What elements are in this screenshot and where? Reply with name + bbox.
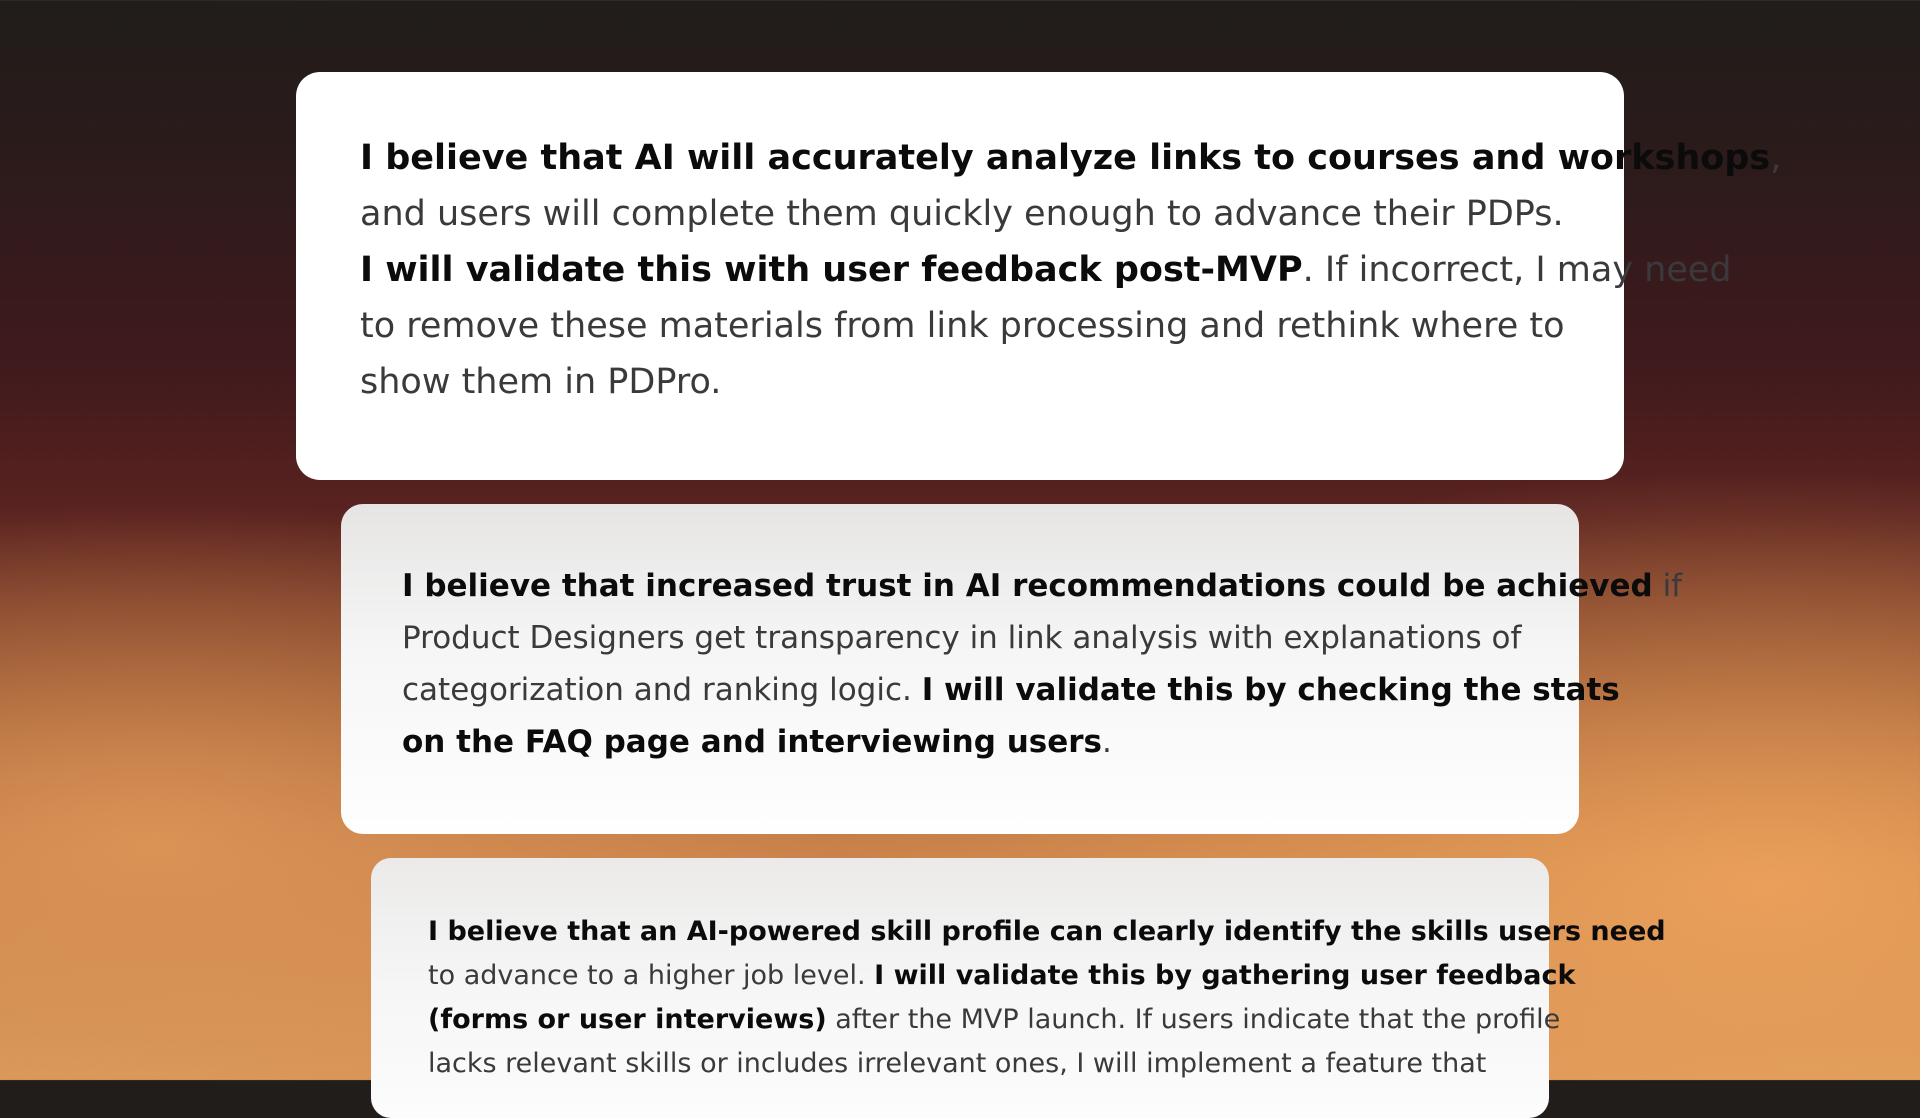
hypothesis-text: [402, 560, 1683, 768]
body-text: . If incorrect, I may need: [1302, 250, 1732, 290]
text-line: [428, 910, 1666, 954]
body-text: if: [1652, 568, 1683, 604]
body-text: .: [1102, 724, 1112, 760]
emphasis-text: I believe that increased trust in AI recommendations could be achieved: [402, 568, 1653, 604]
text-line: [360, 130, 1782, 186]
text-line: [360, 186, 1564, 242]
body-text: show them in PDPro.: [360, 362, 722, 402]
hypothesis-card-skill-profile: [371, 858, 1666, 1118]
body-text: after the MVP launch. If users indicate that the profile: [826, 1004, 1561, 1035]
emphasis-text: on the FAQ page and interviewing users: [402, 724, 1102, 760]
emphasis-text: I will validate this by checking the stats: [921, 672, 1620, 708]
body-text: Product Designers get transparency in link analysis with explanations of: [402, 620, 1522, 656]
text-line: [402, 612, 1523, 664]
text-line: [402, 664, 1620, 716]
body-text: to advance to a higher job level.: [428, 960, 875, 991]
text-line: [428, 1042, 1495, 1086]
emphasis-text: I will validate this by gathering user feedback: [874, 960, 1576, 991]
text-line: [428, 954, 1576, 998]
text-line: [402, 716, 1523, 768]
text-line: [360, 298, 1564, 354]
emphasis-text: I believe that an AI-powered skill profile can clearly identify the skills users need: [428, 916, 1666, 947]
hypothesis-card-trust-transparency: [341, 504, 1683, 834]
hypothesis-card-course-links: [296, 72, 1782, 480]
body-text: lacks relevant skills or includes irrelevant ones, I will implement a feature that: [428, 1048, 1487, 1079]
emphasis-text: (forms or user interviews): [428, 1004, 827, 1035]
emphasis-text: I believe that AI will accurately analyze links to courses and workshops: [360, 138, 1771, 178]
text-line: [360, 354, 1564, 410]
hypothesis-text: [360, 130, 1782, 410]
body-text: and users will complete them quickly enough to advance their PDPs.: [360, 194, 1564, 234]
text-line: [402, 560, 1683, 612]
emphasis-text: I will validate this with user feedback post-MVP: [360, 250, 1303, 290]
text-line: [428, 998, 1561, 1042]
text-line: [360, 242, 1732, 298]
body-text: ,: [1770, 138, 1782, 178]
hypothesis-text: [428, 910, 1666, 1086]
body-text: categorization and ranking logic.: [402, 672, 922, 708]
body-text: to remove these materials from link processing and rethink where to: [360, 306, 1565, 346]
